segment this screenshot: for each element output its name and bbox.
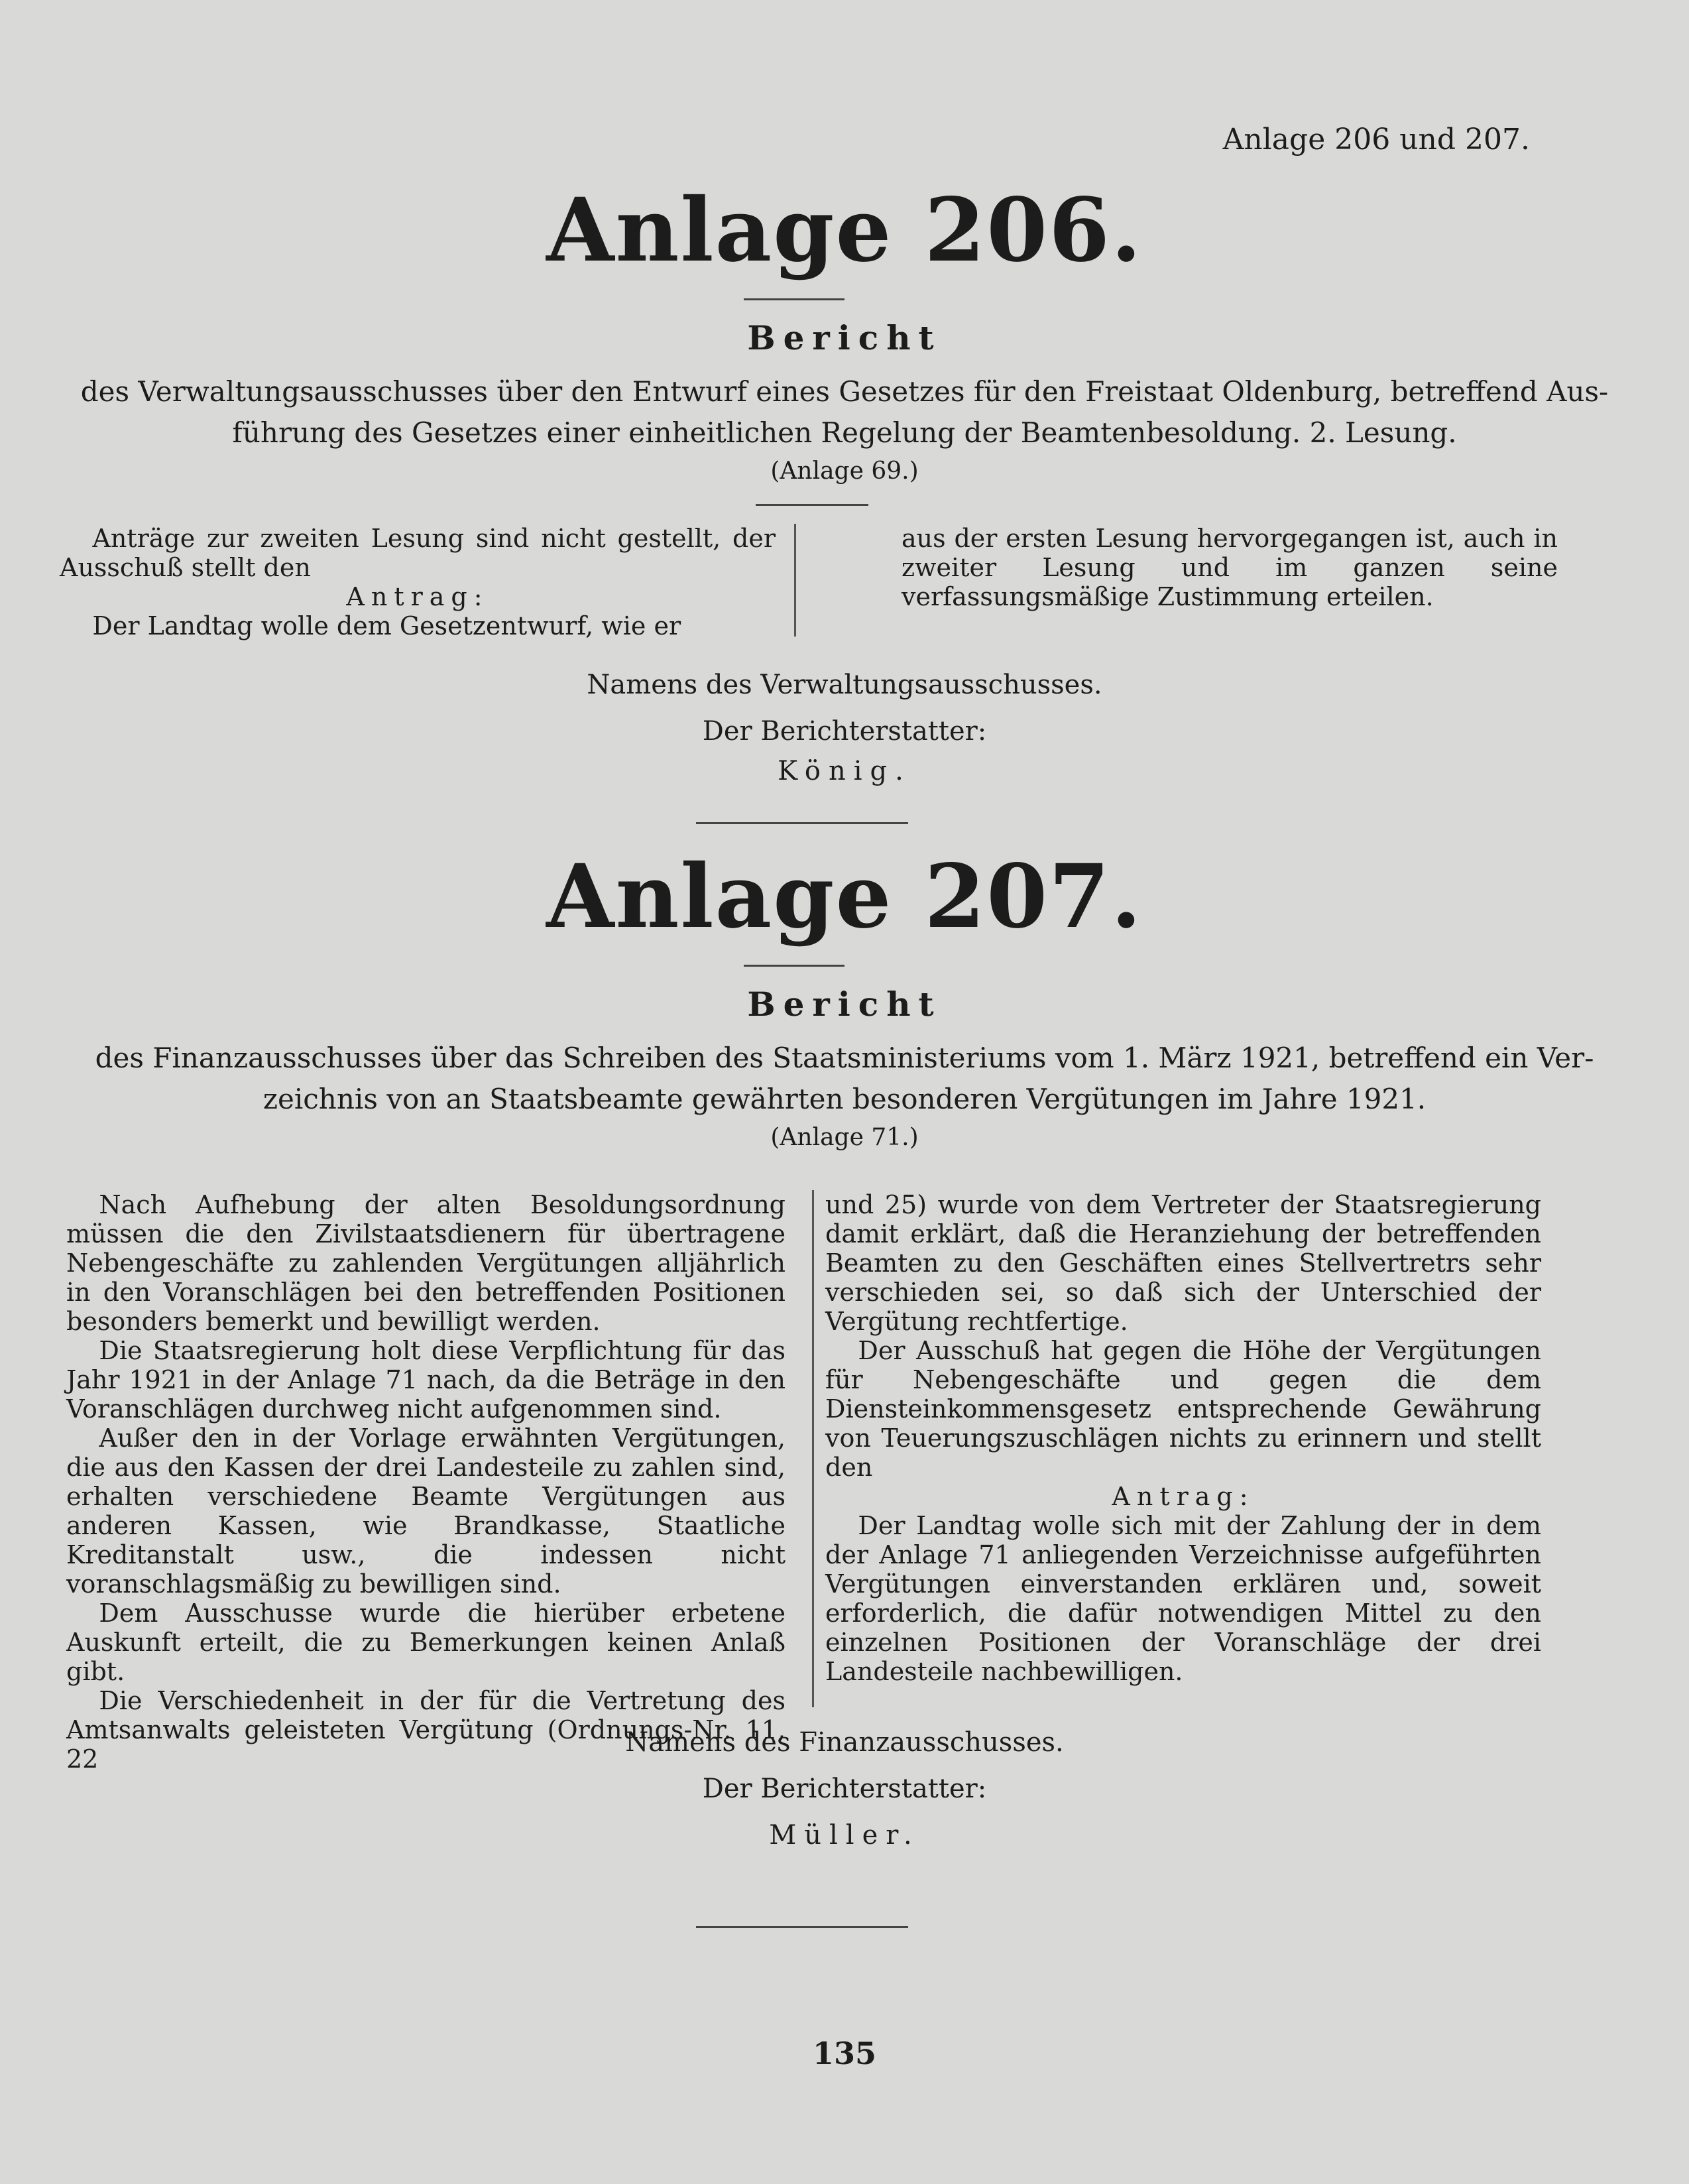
anlage-207-heading: Bericht <box>747 985 942 1024</box>
anlage-206-subject-line-1: des Verwaltungsausschusses über den Entwurf eines Gesetzes für den Freistaat Oldenburg, betreffend Aus- <box>80 375 1609 408</box>
column-divider <box>812 1190 814 1707</box>
page-number: 135 <box>812 2035 877 2071</box>
anlage-206-subject-line-2: führung des Gesetzes einer einheitlichen Regelung der Beamtenbesoldung. 2. Lesung. <box>232 416 1457 449</box>
title-rule <box>744 298 844 300</box>
anlage-207-left-para-4: Dem Ausschusse wurde die hierüber erbetene Auskunft erteilt, die zu Bemerkungen keinen Anlaß gibt. <box>66 1599 786 1686</box>
section-rule <box>696 822 908 824</box>
anlage-207-left-para-1: Nach Aufhebung der alten Besoldungsordnung müssen die den Zivilstaatsdienern für übertragene Nebengeschäfte zu zahlenden Vergütungen alljährlich in den Voranschlägen bei den betreffenden Positionen besonders bemerkt und bewilligt werden. <box>66 1190 786 1336</box>
anlage-206-signature-name: König. <box>778 756 911 786</box>
anlage-207-right-para-3: Der Landtag wolle sich mit der Zahlung der in dem der Anlage 71 anliegenden Verzeichnisse aufgeführten Vergütungen einverstanden erklären und, soweit erforderlich, die dafür notwendigen Mittel zu den einzelnen Positionen der Voranschläge der drei Landesteile nachbewilligen. <box>825 1511 1541 1686</box>
anlage-207-right-column <box>825 1190 1541 1686</box>
anlage-207-subject <box>0 1038 1689 1120</box>
anlage-207-subject-line-1: des Finanzausschusses über das Schreiben des Staatsministeriums vom 1. März 1921, betreffend ein Ver- <box>95 1042 1594 1074</box>
reference-rule <box>756 504 868 506</box>
anlage-206-subject <box>0 371 1689 454</box>
anlage-207-right-para-2: Der Ausschuß hat gegen die Höhe der Vergütungen für Nebengeschäfte und gegen die dem Diensteinkommensgesetz entsprechende Gewährung von Teuerungszuschlägen nichts zu erinnern und stellt den <box>825 1336 1541 1482</box>
anlage-206-antrag-label: Antrag: <box>346 582 489 611</box>
anlage-207-antrag-label: Antrag: <box>1112 1482 1255 1511</box>
anlage-206-heading: Bericht <box>747 318 942 357</box>
anlage-206-right-para: aus der ersten Lesung hervorgegangen ist, auch in zweiter Lesung und im ganzen seine verfassungsmäßige Zustimmung erteilen. <box>902 524 1558 611</box>
anlage-206-left-para: Anträge zur zweiten Lesung sind nicht gestellt, der Ausschuß stellt den <box>60 524 776 582</box>
column-divider <box>794 524 796 637</box>
anlage-207-left-column <box>66 1190 786 1774</box>
anlage-206-title: Anlage 206. <box>546 179 1143 282</box>
anlage-206-reference: (Anlage 69.) <box>770 457 919 485</box>
title-rule <box>744 965 844 967</box>
anlage-206-right-column <box>902 524 1558 611</box>
anlage-207-left-para-3: Außer den in der Vorlage erwähnten Vergütungen, die aus den Kassen der drei Landesteile zu zahlen sind, erhalten verschiedene Beamte Vergütungen aus anderen Kassen, wie Brandkasse, Staatliche Kreditanstalt usw., die indessen nicht voranschlagsmäßig zu bewilligen sind. <box>66 1424 786 1599</box>
anlage-206-signature-role: Der Berichterstatter: <box>702 716 987 747</box>
anlage-207-title: Anlage 207. <box>546 845 1143 948</box>
anlage-206-left-column <box>60 524 776 640</box>
end-rule <box>696 1926 908 1928</box>
anlage-207-signature-role: Der Berichterstatter: <box>702 1774 987 1804</box>
anlage-207-right-para-1: und 25) wurde von dem Vertreter der Staatsregierung damit erklärt, daß die Heranziehung der betreffenden Beamten zu den Geschäften eines Stellvertretrs sehr verschieden sei, so daß sich der Unterschied der Vergütung rechtfertige. <box>825 1190 1541 1336</box>
anlage-207-signature-name: Müller. <box>769 1820 920 1850</box>
anlage-207-signature-committee: Namens des Finanzausschusses. <box>625 1727 1064 1758</box>
anlage-207-reference: (Anlage 71.) <box>770 1124 919 1151</box>
anlage-206-signature-committee: Namens des Verwaltungsausschusses. <box>587 670 1102 700</box>
anlage-207-left-para-2: Die Staatsregierung holt diese Verpflichtung für das Jahr 1921 in der Anlage 71 nach, da die Beträge in den Voranschlägen durchweg nicht aufgenommen sind. <box>66 1336 786 1424</box>
anlage-207-subject-line-2: zeichnis von an Staatsbeamte gewährten besonderen Vergütungen im Jahre 1921. <box>262 1083 1427 1115</box>
anlage-206-left-para-2: Der Landtag wolle dem Gesetzentwurf, wie er <box>92 611 681 640</box>
anlage-207-left-para-5: Die Verschiedenheit in der für die Vertretung des Amtsanwalts geleisteten Vergütung (Ordnungs-Nr. 11, 22 <box>66 1686 786 1774</box>
running-head: Anlage 206 und 207. <box>1222 123 1530 156</box>
